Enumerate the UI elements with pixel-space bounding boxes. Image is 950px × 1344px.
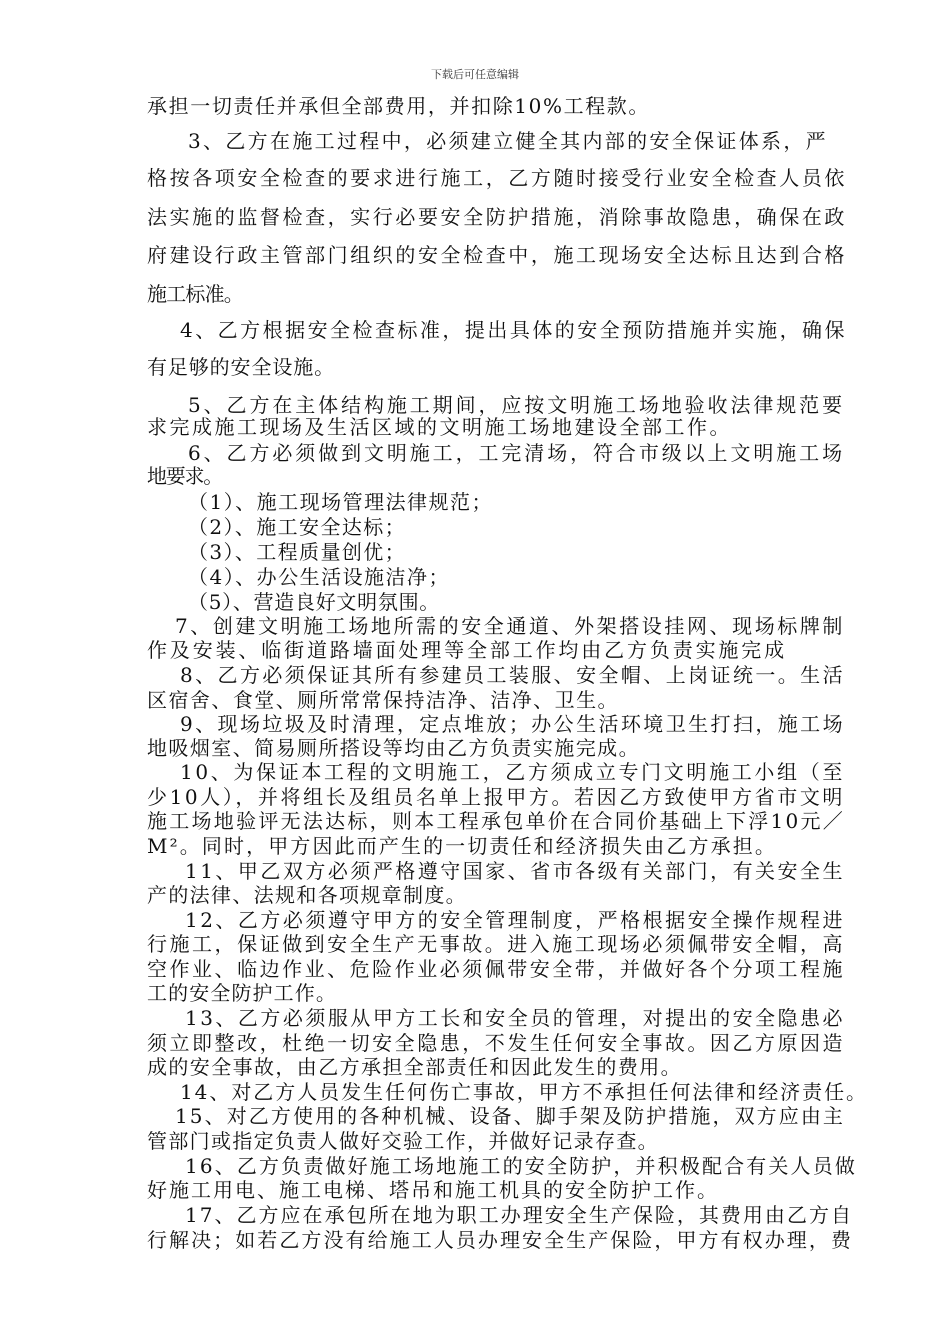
text-line: 府建设行政主管部门组织的安全检查中，施工现场安全达标且达到合格 <box>147 243 847 267</box>
text-line: 5、乙方在主体结构施工期间，应按文明施工场地验收法律规范要 <box>188 393 845 417</box>
text-line: 行施工，保证做到安全生产无事故。进入施工现场必须佩带安全帽，高 <box>147 932 845 956</box>
text-line: 地要求。 <box>147 464 222 488</box>
text-line: 成的安全事故，由乙方承担全部责任和因此发生的费用。 <box>147 1055 682 1079</box>
text-line: （3）、工程质量创优； <box>188 540 406 564</box>
text-line: 8、乙方必须保证其所有参建员工装服、安全帽、上岗证统一。生活 <box>180 663 845 687</box>
text-line: （4）、办公生活设施洁净； <box>188 565 450 589</box>
text-line: 14、对乙方人员发生任何伤亡事故，甲方不承担任何法律和经济责任。 <box>180 1080 868 1104</box>
page-header: 下载后可任意编辑 <box>431 68 519 81</box>
text-line: 12、乙方必须遵守甲方的安全管理制度，严格根据安全操作规程进 <box>185 908 845 932</box>
text-line: 行解决；如若乙方没有给施工人员办理安全生产保险，甲方有权办理，费 <box>147 1228 853 1252</box>
text-line: 13、乙方必须服从甲方工长和安全员的管理，对提出的安全隐患必 <box>185 1006 845 1030</box>
text-line: 10、为保证本工程的文明施工，乙方须成立专门文明施工小组（至 <box>180 760 845 784</box>
text-line: 求完成施工现场及生活区域的文明施工场地建设全部工作。 <box>147 415 732 439</box>
text-line: 区宿舍、食堂、厕所常常保持洁净、洁净、卫生。 <box>147 688 619 712</box>
text-line: 4、乙方根据安全检查标准，提出具体的安全预防措施并实施，确保 <box>180 318 847 342</box>
text-line: 15、对乙方使用的各种机械、设备、脚手架及防护措施，双方应由主 <box>175 1104 845 1128</box>
text-line: 空作业、临边作业、危险作业必须佩带安全带，并做好各个分项工程施 <box>147 957 845 981</box>
text-line: 有足够的安全设施。 <box>147 355 335 379</box>
text-line: 施工场地验评无法达标，则本工程承包单价在合同价基础上下浮10元／ <box>147 809 845 833</box>
text-line: 17、乙方应在承包所在地为职工办理安全生产保险，其费用由乙方自 <box>185 1203 853 1227</box>
text-line: 3、乙方在施工过程中，必须建立健全其内部的安全保证体系，严 <box>188 129 828 153</box>
text-line: 少10人），并将组长及组员名单上报甲方。若因乙方致使甲方省市文明 <box>147 785 845 809</box>
text-line: 施工标准。 <box>147 282 243 306</box>
text-line: 作及安装、临街道路墙面处理等全部工作均由乙方负责实施完成 <box>147 638 787 662</box>
text-line: 工的安全防护工作。 <box>147 981 337 1005</box>
text-line: 管部门或指定负责人做好交验工作，并做好记录存查。 <box>147 1129 659 1153</box>
text-line: M²。同时，甲方因此而产生的一切责任和经济损失由乙方承担。 <box>147 834 777 858</box>
text-line: 须立即整改，杜绝一切安全隐患，不发生任何安全事故。因乙方原因造 <box>147 1031 845 1055</box>
text-line: 产的法律、法规和各项规章制度。 <box>147 883 467 907</box>
text-line: （5）、营造良好文明氛围。 <box>188 590 440 614</box>
text-line: 9、现场垃圾及时清理，定点堆放；办公生活环境卫生打扫，施工场 <box>180 712 845 736</box>
text-line: 法实施的监督检查，实行必要安全防护措施，消除事故隐患，确保在政 <box>147 205 847 229</box>
text-line: 7、创建文明施工场地所需的安全通道、外架搭设挂网、现场标牌制 <box>175 614 845 638</box>
text-line: （2）、施工安全达标； <box>188 515 406 539</box>
text-line: （1）、施工现场管理法律规范； <box>188 490 493 514</box>
text-line: 地吸烟室、简易厕所搭设等均由乙方负责实施完成。 <box>147 736 640 760</box>
text-line: 11、甲乙双方必须严格遵守国家、省市各级有关部门，有关安全生 <box>185 859 845 883</box>
text-line: 16、乙方负责做好施工场地施工的安全防护，并积极配合有关人员做 <box>185 1154 857 1178</box>
text-line: 6、乙方必须做到文明施工，工完清场，符合市级以上文明施工场 <box>188 441 845 465</box>
text-line: 承担一切责任并承但全部费用，并扣除10%工程款。 <box>147 94 650 118</box>
text-line: 好施工用电、施工电梯、塔吊和施工机具的安全防护工作。 <box>147 1178 719 1202</box>
text-line: 格按各项安全检查的要求进行施工，乙方随时接受行业安全检查人员依 <box>147 166 847 190</box>
